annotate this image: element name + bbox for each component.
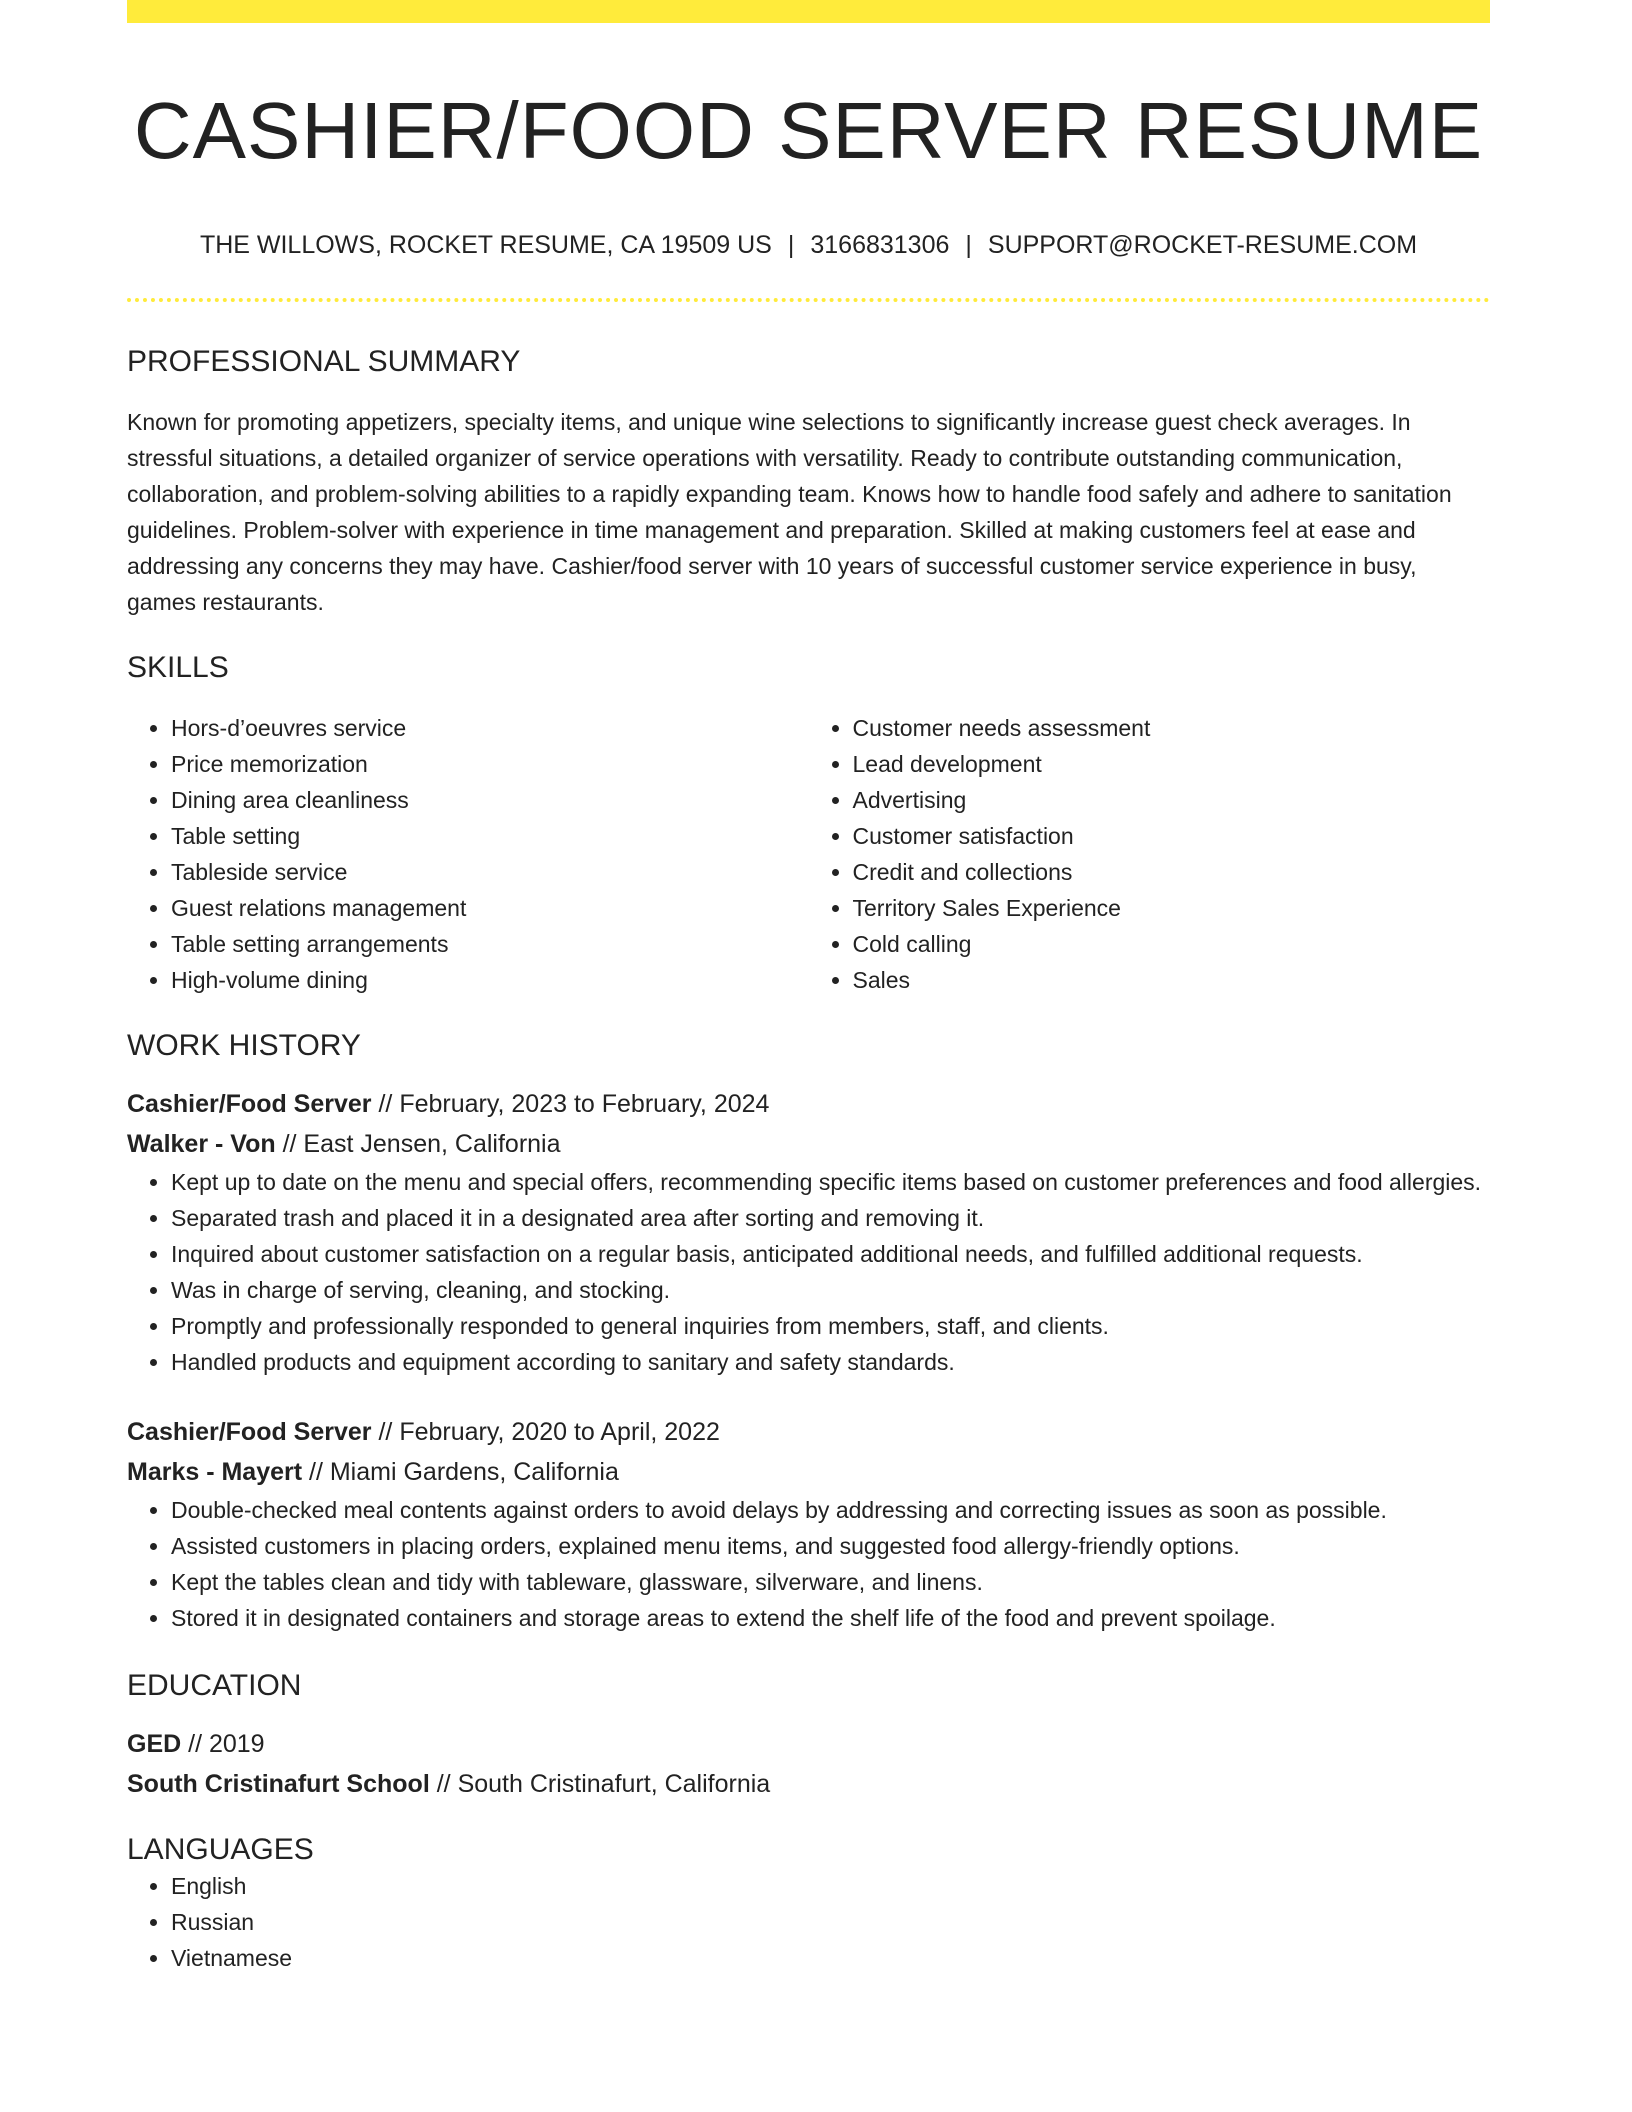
resume-title: CASHIER/FOOD SERVER RESUME <box>133 86 1484 175</box>
skill-item: • Table setting <box>171 818 809 854</box>
job-title: Cashier/Food Server <box>127 1090 372 1118</box>
skill-item: • Tableside service <box>171 854 809 890</box>
job-company: Walker - Von <box>127 1130 276 1158</box>
languages-list <box>127 1868 1490 1976</box>
resume-page <box>127 0 1490 1976</box>
skill-item: • Dining area cleanliness <box>171 782 809 818</box>
skill-item: • Table setting arrangements <box>171 926 809 962</box>
contact-separator: | <box>787 231 795 259</box>
skill-item: • Lead development <box>853 746 1491 782</box>
contact-email: SUPPORT@ROCKET-RESUME.COM <box>987 231 1418 259</box>
job-duties-list <box>127 1492 1490 1636</box>
skill-item: • Price memorization <box>171 746 809 782</box>
job-duty-item: • Handled products and equipment according to sanitary and safety standards. <box>171 1344 1490 1380</box>
contact-address: THE WILLOWS, ROCKET RESUME, CA 19509 US <box>199 231 772 259</box>
job-duty-item: • Was in charge of serving, cleaning, and stocking. <box>171 1272 1490 1308</box>
education-degree-line <box>127 1724 1490 1764</box>
job-duty-item: • Promptly and professionally responded to general inquiries from members, staff, and clients. <box>171 1308 1490 1344</box>
summary-heading: PROFESSIONAL SUMMARY <box>127 345 521 378</box>
contact-phone: 3166831306 <box>810 231 950 259</box>
job-dates: // February, 2023 to February, 2024 <box>371 1090 770 1118</box>
summary-text: Known for promoting appetizers, specialty items, and unique wine selections to significantly increase guest check averages. In stressful situations, a detailed organizer of service operations with versatility. Ready to contribute outstanding communication, collaboration, and problem-solving abilities to a rapidly expanding team. Knows how to handle food safely and adhere to sanitation guidelines. Problem-solver with experience in time management and preparation. Skilled at making customers feel at ease and addressing any concerns they may have. Cashier/food server with 10 years of successful customer service experience in busy, games restaurants. <box>127 409 1452 615</box>
skills-list <box>127 710 1490 998</box>
education-school-line <box>127 1764 1490 1804</box>
contact-separator: | <box>965 231 972 259</box>
education-heading: EDUCATION <box>127 1669 302 1702</box>
education-school: South Cristinafurt School <box>127 1770 430 1798</box>
skill-item: • Credit and collections <box>853 854 1491 890</box>
languages-heading: LANGUAGES <box>127 1833 314 1866</box>
job-title-line <box>127 1412 1490 1452</box>
job-duty-item: • Stored it in designated containers and storage areas to extend the shelf life of the food and prevent spoilage. <box>171 1600 1490 1636</box>
education-location: // South Cristinafurt, California <box>429 1770 771 1798</box>
dotted-divider <box>127 298 1490 302</box>
skill-item: • Advertising <box>853 782 1491 818</box>
skill-item: • Customer satisfaction <box>853 818 1491 854</box>
contact-line <box>127 231 1490 260</box>
skill-item: • Cold calling <box>853 926 1491 962</box>
job-duties-list <box>127 1164 1490 1380</box>
education-year: // 2019 <box>181 1730 265 1758</box>
skills-column-left <box>127 710 809 998</box>
job-entry <box>127 1084 1490 1380</box>
job-duty-item: • Separated trash and placed it in a designated area after sorting and removing it. <box>171 1200 1490 1236</box>
skill-item: • Customer needs assessment <box>853 710 1491 746</box>
job-duty-item: • Kept the tables clean and tidy with tableware, glassware, silverware, and linens. <box>171 1564 1490 1600</box>
skill-item: • Hors-d’oeuvres service <box>171 710 809 746</box>
job-location: // Miami Gardens, California <box>302 1458 619 1486</box>
skill-item: • High-volume dining <box>171 962 809 998</box>
work-history-heading: WORK HISTORY <box>127 1029 361 1062</box>
job-dates: // February, 2020 to April, 2022 <box>371 1418 720 1446</box>
skill-item: • Guest relations management <box>171 890 809 926</box>
skill-item: • Sales <box>853 962 1491 998</box>
job-title: Cashier/Food Server <box>127 1418 372 1446</box>
job-company: Marks - Mayert <box>127 1458 303 1486</box>
job-company-line <box>127 1124 1490 1164</box>
job-location: // East Jensen, California <box>275 1130 561 1158</box>
skill-item: • Territory Sales Experience <box>853 890 1491 926</box>
job-duty-item: • Inquired about customer satisfaction on a regular basis, anticipated additional needs, and fulfilled additional requests. <box>171 1236 1490 1272</box>
skills-heading: SKILLS <box>127 651 229 684</box>
language-item: • Vietnamese <box>171 1940 1490 1976</box>
job-title-line <box>127 1084 1490 1124</box>
language-item: • English <box>171 1868 1490 1904</box>
language-item: • Russian <box>171 1904 1490 1940</box>
skills-column-right <box>809 710 1491 998</box>
job-entry <box>127 1412 1490 1636</box>
top-accent-bar <box>127 0 1490 23</box>
education-degree: GED <box>127 1730 182 1758</box>
job-company-line <box>127 1452 1490 1492</box>
job-duty-item: • Double-checked meal contents against orders to avoid delays by addressing and correcting issues as soon as possible. <box>171 1492 1490 1528</box>
job-duty-item: • Assisted customers in placing orders, explained menu items, and suggested food allergy-friendly options. <box>171 1528 1490 1564</box>
job-duty-item: • Kept up to date on the menu and special offers, recommending specific items based on customer preferences and food allergies. <box>171 1164 1490 1200</box>
